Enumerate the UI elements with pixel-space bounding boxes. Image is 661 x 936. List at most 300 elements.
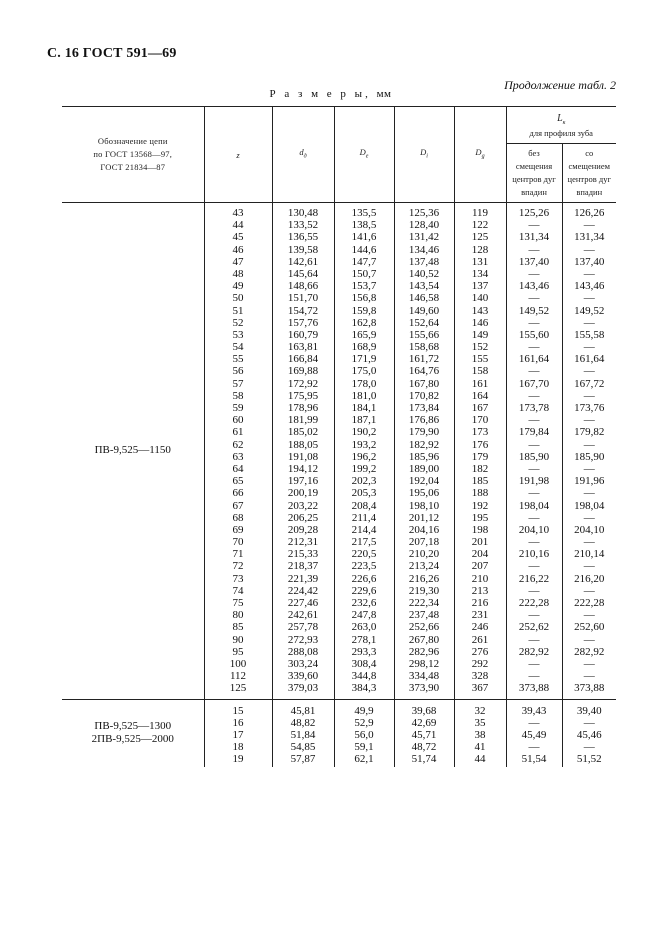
table-value: 69 bbox=[232, 523, 244, 536]
table-value: 232,6 bbox=[351, 597, 377, 609]
table-value: 373,88 bbox=[518, 682, 550, 695]
table-value: 134,46 bbox=[408, 243, 440, 256]
table-value: 211,4 bbox=[351, 511, 377, 524]
table-value: 48 bbox=[232, 267, 244, 280]
table-value: 131,34 bbox=[574, 231, 605, 244]
table-value: 149 bbox=[471, 328, 489, 341]
table-value: 164,76 bbox=[408, 365, 440, 378]
col-De bbox=[334, 203, 394, 700]
col-Dg bbox=[454, 203, 506, 700]
table-value: — bbox=[583, 316, 595, 329]
table-value: 213,24 bbox=[408, 560, 440, 573]
table-value: 237,48 bbox=[408, 609, 440, 622]
table-value: 145,64 bbox=[287, 267, 319, 280]
page-header: С. 16 ГОСТ 591—69 bbox=[47, 46, 177, 61]
table-value: 181,0 bbox=[351, 389, 377, 402]
table-value: 57,87 bbox=[290, 753, 316, 766]
table-value: 170,82 bbox=[408, 389, 440, 402]
col-Dg bbox=[454, 699, 506, 767]
table-value: 199,2 bbox=[351, 462, 377, 475]
header-no-shift: без смещения центров дуг впадин bbox=[506, 144, 562, 203]
table-value: 216 bbox=[471, 597, 489, 609]
group-pv-1150 bbox=[62, 203, 616, 700]
table-value: 190,2 bbox=[351, 426, 377, 439]
table-value: 184,1 bbox=[351, 402, 377, 414]
table-value: 282,92 bbox=[518, 645, 550, 658]
table-value: 162,8 bbox=[351, 316, 377, 329]
chain-designation: 2ПВ-9,525—2000 bbox=[91, 733, 174, 746]
table-value: 64 bbox=[232, 462, 244, 475]
table-value: 44 bbox=[232, 219, 244, 232]
table-value: 137 bbox=[471, 280, 489, 293]
table-value: 204,10 bbox=[574, 523, 605, 536]
table-value: 227,46 bbox=[287, 597, 319, 609]
table-value: 182,92 bbox=[408, 438, 440, 451]
table-value: 206,25 bbox=[287, 511, 319, 524]
table-value: 163,81 bbox=[287, 341, 319, 354]
table-value: 165,9 bbox=[351, 328, 377, 341]
table-value: 48,72 bbox=[411, 741, 437, 754]
table-value: 213 bbox=[471, 584, 489, 597]
table-value: — bbox=[528, 316, 540, 329]
table-value: 35 bbox=[474, 716, 486, 729]
table-value: 188,05 bbox=[287, 438, 319, 451]
table-value: 133,52 bbox=[287, 219, 319, 232]
table-value: 231 bbox=[471, 609, 489, 622]
table-value: 208,4 bbox=[351, 499, 377, 512]
table-value: — bbox=[528, 487, 540, 500]
table-value: 51,54 bbox=[521, 753, 547, 766]
table-value: 334,48 bbox=[408, 670, 440, 683]
table-value: 293,3 bbox=[351, 645, 377, 658]
table-value: — bbox=[528, 657, 540, 670]
table-value: 185,90 bbox=[574, 450, 605, 463]
table-value: 379,03 bbox=[287, 682, 319, 695]
table-value: 191,08 bbox=[287, 450, 319, 463]
table-value: 144,6 bbox=[351, 243, 377, 256]
table-value: 170 bbox=[471, 414, 489, 427]
table-value: 204,16 bbox=[408, 523, 440, 536]
table-value: — bbox=[583, 243, 595, 256]
table-value: — bbox=[583, 609, 595, 622]
table-value: 252,60 bbox=[574, 621, 605, 634]
table-value: 373,88 bbox=[574, 682, 605, 695]
table-value: 56,0 bbox=[354, 728, 374, 741]
table-value: 146,58 bbox=[408, 292, 440, 305]
table-value: 222,34 bbox=[408, 597, 440, 609]
table-value: — bbox=[583, 511, 595, 524]
table-value: 210 bbox=[471, 572, 489, 585]
table-value: — bbox=[528, 584, 540, 597]
table-value: 179,84 bbox=[518, 426, 550, 439]
table-value: 130,48 bbox=[287, 207, 319, 219]
table-value: 152 bbox=[471, 341, 489, 354]
table-value: 53 bbox=[232, 328, 244, 341]
table-value: 156,8 bbox=[351, 292, 377, 305]
table-value: 168,9 bbox=[351, 341, 377, 354]
table-value: — bbox=[528, 670, 540, 683]
table-value: — bbox=[528, 389, 540, 402]
table-value: 292 bbox=[471, 657, 489, 670]
header-chain-line: ГОСТ 21834—87 bbox=[100, 162, 166, 172]
table-value: — bbox=[583, 536, 595, 549]
header-z: z bbox=[204, 107, 272, 203]
table-value: 176 bbox=[471, 438, 489, 451]
table-value: 138,5 bbox=[351, 219, 377, 232]
table-value: — bbox=[528, 341, 540, 354]
table-value: 56 bbox=[232, 365, 244, 378]
table-value: 70 bbox=[232, 536, 244, 549]
table-value: 176,86 bbox=[408, 414, 440, 427]
table-value: 67 bbox=[232, 499, 244, 512]
table-value: 242,61 bbox=[287, 609, 319, 622]
table-value: 197,16 bbox=[287, 475, 319, 488]
table-value: 90 bbox=[232, 633, 244, 646]
table-value: 344,8 bbox=[351, 670, 377, 683]
table-value: — bbox=[583, 292, 595, 305]
dimensions-table bbox=[62, 106, 616, 767]
table-value: 367 bbox=[471, 682, 489, 695]
table-value: 161,72 bbox=[408, 353, 440, 366]
table-value: 62 bbox=[232, 438, 244, 451]
col-z bbox=[204, 203, 272, 700]
table-value: 182 bbox=[471, 462, 489, 475]
table-value: 188 bbox=[471, 487, 489, 500]
table-value: — bbox=[583, 670, 595, 683]
table-value: 45 bbox=[232, 231, 244, 244]
table-value: — bbox=[583, 438, 595, 451]
table-value: 189,00 bbox=[408, 462, 440, 475]
table-value: — bbox=[528, 716, 540, 729]
table-value: 222,28 bbox=[518, 597, 550, 609]
table-value: 171,9 bbox=[351, 353, 377, 366]
col-z bbox=[204, 699, 272, 767]
table-value: 173,84 bbox=[408, 402, 440, 414]
table-value: 222,28 bbox=[574, 597, 605, 609]
table-value: — bbox=[583, 716, 595, 729]
table-value: 47 bbox=[232, 255, 244, 268]
table-value: 192,04 bbox=[408, 475, 440, 488]
caption-label: Р а з м е р ы, bbox=[269, 88, 371, 100]
group-pv-1300 bbox=[62, 699, 616, 767]
table-value: — bbox=[528, 560, 540, 573]
table-value: 39,40 bbox=[576, 704, 602, 717]
table-value: — bbox=[528, 292, 540, 305]
table-value: — bbox=[583, 584, 595, 597]
table-value: 257,78 bbox=[287, 621, 319, 634]
table-value: 44 bbox=[474, 753, 486, 766]
table-value: 167,72 bbox=[574, 377, 605, 390]
table-value: 224,42 bbox=[287, 584, 319, 597]
table-value: 143,46 bbox=[518, 280, 550, 293]
table-value: 179,82 bbox=[574, 426, 605, 439]
table-value: 215,33 bbox=[287, 548, 319, 561]
table-value: 45,81 bbox=[290, 704, 316, 717]
table-value: 198,04 bbox=[574, 499, 605, 512]
table-value: — bbox=[583, 487, 595, 500]
table-value: 161 bbox=[471, 377, 489, 390]
table-value: 220,5 bbox=[351, 548, 377, 561]
table-value: 143 bbox=[471, 304, 489, 317]
table-value: 59 bbox=[232, 402, 244, 414]
table-value: 193,2 bbox=[351, 438, 377, 451]
table-value: 49,9 bbox=[354, 704, 374, 717]
header-chain-designation bbox=[62, 107, 204, 203]
header-chain-line: по ГОСТ 13568—97, bbox=[93, 149, 173, 159]
table-value: 229,6 bbox=[351, 584, 377, 597]
table-value: — bbox=[583, 267, 595, 280]
table-value: 207 bbox=[471, 560, 489, 573]
header-Dg: $D_g$ bbox=[454, 107, 506, 203]
table-value: — bbox=[583, 657, 595, 670]
table-value: 149,52 bbox=[574, 304, 605, 317]
table-value: 263,0 bbox=[351, 621, 377, 634]
table-value: — bbox=[528, 267, 540, 280]
table-value: 95 bbox=[232, 645, 244, 658]
table-value: 131,42 bbox=[408, 231, 440, 244]
table-value: 218,37 bbox=[287, 560, 319, 573]
table-value: — bbox=[583, 560, 595, 573]
table-value: 143,54 bbox=[408, 280, 440, 293]
table-value: 122 bbox=[471, 219, 489, 232]
table-value: 210,14 bbox=[574, 548, 605, 561]
table-value: — bbox=[528, 243, 540, 256]
table-value: 149,60 bbox=[408, 304, 440, 317]
table-value: 212,31 bbox=[287, 536, 319, 549]
table-value: — bbox=[583, 219, 595, 232]
table-value: 276 bbox=[471, 645, 489, 658]
table-value: 373,90 bbox=[408, 682, 440, 695]
table-value: 179 bbox=[471, 450, 489, 463]
col-dd bbox=[272, 699, 334, 767]
table-value: 226,6 bbox=[351, 572, 377, 585]
table-value: 167 bbox=[471, 402, 489, 414]
table-value: 60 bbox=[232, 414, 244, 427]
table-value: 43 bbox=[232, 207, 244, 219]
table-value: 19 bbox=[232, 753, 244, 766]
table-value: 151,70 bbox=[287, 292, 319, 305]
table-value: 75 bbox=[232, 597, 244, 609]
table-value: 32 bbox=[474, 704, 486, 717]
table-value: 68 bbox=[232, 511, 244, 524]
table-value: 155,60 bbox=[518, 328, 550, 341]
table-value: 267,80 bbox=[408, 633, 440, 646]
table-value: — bbox=[528, 219, 540, 232]
table-value: 173 bbox=[471, 426, 489, 439]
table-value: 198,10 bbox=[408, 499, 440, 512]
table-value: 38 bbox=[474, 728, 486, 741]
table-value: 58 bbox=[232, 389, 244, 402]
chain-designation-cell bbox=[62, 203, 204, 700]
table-value: 55 bbox=[232, 353, 244, 366]
header-lk-caption: для профиля зуба bbox=[529, 127, 593, 138]
table-value: 272,93 bbox=[287, 633, 319, 646]
table-value: 288,08 bbox=[287, 645, 319, 658]
table-value: 41 bbox=[474, 741, 486, 754]
caption-unit: мм bbox=[376, 88, 392, 100]
table-value: 200,19 bbox=[287, 487, 319, 500]
table-value: 282,96 bbox=[408, 645, 440, 658]
table-value: 51,84 bbox=[290, 728, 316, 741]
table-value: 203,22 bbox=[287, 499, 319, 512]
table-value: 71 bbox=[232, 548, 244, 561]
table-value: 181,99 bbox=[287, 414, 319, 427]
table-value: 137,40 bbox=[518, 255, 550, 268]
table-value: 204,10 bbox=[518, 523, 550, 536]
table-value: 185,02 bbox=[287, 426, 319, 439]
col-lk-with-shift bbox=[562, 699, 616, 767]
col-lk-no-shift bbox=[506, 203, 562, 700]
table-value: 207,18 bbox=[408, 536, 440, 549]
table-value: 246 bbox=[471, 621, 489, 634]
header-dd: $d_д$ bbox=[272, 107, 334, 203]
table-value: 63 bbox=[232, 450, 244, 463]
table-value: — bbox=[528, 609, 540, 622]
table-value: 155 bbox=[471, 353, 489, 366]
table-value: 46 bbox=[232, 243, 244, 256]
table-value: 192 bbox=[471, 499, 489, 512]
table-value: 54,85 bbox=[290, 741, 316, 754]
table-value: 178,0 bbox=[351, 377, 377, 390]
table-value: 112 bbox=[229, 670, 247, 683]
table-value: 194,12 bbox=[287, 462, 319, 475]
table-value: 128,40 bbox=[408, 219, 440, 232]
table-value: 216,26 bbox=[408, 572, 440, 585]
table-value: 308,4 bbox=[351, 657, 377, 670]
table-value: 49 bbox=[232, 280, 244, 293]
table-value: — bbox=[583, 414, 595, 427]
table-value: 125,36 bbox=[408, 207, 440, 219]
table-value: 52 bbox=[232, 316, 244, 329]
table-value: — bbox=[583, 389, 595, 402]
table-value: 136,55 bbox=[287, 231, 319, 244]
table-value: 158 bbox=[471, 365, 489, 378]
table-value: 161,64 bbox=[574, 353, 605, 366]
table-value: 247,8 bbox=[351, 609, 377, 622]
table-value: 185,96 bbox=[408, 450, 440, 463]
table-value: 149,52 bbox=[518, 304, 550, 317]
table-value: 298,12 bbox=[408, 657, 440, 670]
table-value: — bbox=[528, 414, 540, 427]
table-value: 125 bbox=[229, 682, 247, 695]
table-value: 142,61 bbox=[287, 255, 319, 268]
table-value: 42,69 bbox=[411, 716, 437, 729]
table-value: 72 bbox=[232, 560, 244, 573]
col-lk-with-shift bbox=[562, 203, 616, 700]
table-value: 128 bbox=[471, 243, 489, 256]
table-value: 146 bbox=[471, 316, 489, 329]
table-value: 164 bbox=[471, 389, 489, 402]
table-caption bbox=[0, 88, 661, 100]
chain-designation: ПВ-9,525—1150 bbox=[94, 444, 171, 457]
table-value: 139,58 bbox=[287, 243, 319, 256]
table-value: 191,96 bbox=[574, 475, 605, 488]
table-value: 80 bbox=[232, 609, 244, 622]
table-value: — bbox=[528, 438, 540, 451]
table-value: 147,7 bbox=[351, 255, 377, 268]
table-value: 51,52 bbox=[576, 753, 602, 766]
table-value: — bbox=[528, 462, 540, 475]
table-value: 39,43 bbox=[521, 704, 547, 717]
table-value: 219,30 bbox=[408, 584, 440, 597]
table-value: 185 bbox=[471, 475, 489, 488]
table-value: 152,64 bbox=[408, 316, 440, 329]
table-value: 45,49 bbox=[521, 728, 547, 741]
table-value: 45,46 bbox=[576, 728, 602, 741]
table-value: 175,0 bbox=[351, 365, 377, 378]
table-value: 65 bbox=[232, 475, 244, 488]
header-chain-line: Обозначение цепи bbox=[97, 136, 168, 146]
table-value: 85 bbox=[232, 621, 244, 634]
table-value: 214,4 bbox=[351, 523, 377, 536]
table-value: 141,6 bbox=[351, 231, 377, 244]
table-value: 158,68 bbox=[408, 341, 440, 354]
table-value: 15 bbox=[232, 704, 244, 717]
header-lk: $L_к$ для профиля зуба bbox=[506, 107, 616, 144]
table-value: 216,22 bbox=[518, 572, 550, 585]
table-value: 125 bbox=[471, 231, 489, 244]
table-value: 137,40 bbox=[574, 255, 605, 268]
table-value: 384,3 bbox=[351, 682, 377, 695]
table-value: 202,3 bbox=[351, 475, 377, 488]
table-value: 205,3 bbox=[351, 487, 377, 500]
table-continuation-note: Продолжение табл. 2 bbox=[504, 78, 616, 92]
table-value: 131 bbox=[471, 255, 489, 268]
table-value: 62,1 bbox=[354, 753, 374, 766]
table-value: 167,80 bbox=[408, 377, 440, 390]
table-value: 303,24 bbox=[287, 657, 319, 670]
table-value: 172,92 bbox=[287, 377, 319, 390]
table-value: 201,12 bbox=[408, 511, 440, 524]
table-value: 51,74 bbox=[411, 753, 437, 766]
table-value: 150,7 bbox=[351, 267, 377, 280]
table-value: 148,66 bbox=[287, 280, 319, 293]
table-value: 126,26 bbox=[574, 207, 605, 219]
chain-designation-cell bbox=[62, 699, 204, 767]
table-value: 261 bbox=[471, 633, 489, 646]
table-value: 155,66 bbox=[408, 328, 440, 341]
table-value: 216,20 bbox=[574, 572, 605, 585]
table-value: 59,1 bbox=[354, 741, 374, 754]
table-value: 195 bbox=[471, 511, 489, 524]
col-De bbox=[334, 699, 394, 767]
table-value: 210,16 bbox=[518, 548, 550, 561]
table-value: 167,70 bbox=[518, 377, 550, 390]
table-value: 178,96 bbox=[287, 402, 319, 414]
chain-designation: ПВ-9,525—1300 bbox=[94, 720, 172, 733]
table-value: 198,04 bbox=[518, 499, 550, 512]
table-value: 223,5 bbox=[351, 560, 377, 573]
table-value: 119 bbox=[471, 207, 489, 219]
table-value: 45,71 bbox=[411, 728, 437, 741]
table-value: 61 bbox=[232, 426, 244, 439]
table-value: — bbox=[528, 633, 540, 646]
table-value: 160,79 bbox=[287, 328, 319, 341]
table-value: 204 bbox=[471, 548, 489, 561]
table-value: — bbox=[528, 511, 540, 524]
table-value: — bbox=[528, 741, 540, 754]
col-lk-no-shift bbox=[506, 699, 562, 767]
table-value: — bbox=[583, 633, 595, 646]
table-value: 210,20 bbox=[408, 548, 440, 561]
table-value: 153,7 bbox=[351, 280, 377, 293]
table-value: 157,76 bbox=[287, 316, 319, 329]
col-Di bbox=[394, 699, 454, 767]
table-value: 51 bbox=[232, 304, 244, 317]
table-value: — bbox=[583, 462, 595, 475]
table-value: — bbox=[583, 741, 595, 754]
header-De: $D_e$ bbox=[334, 107, 394, 203]
